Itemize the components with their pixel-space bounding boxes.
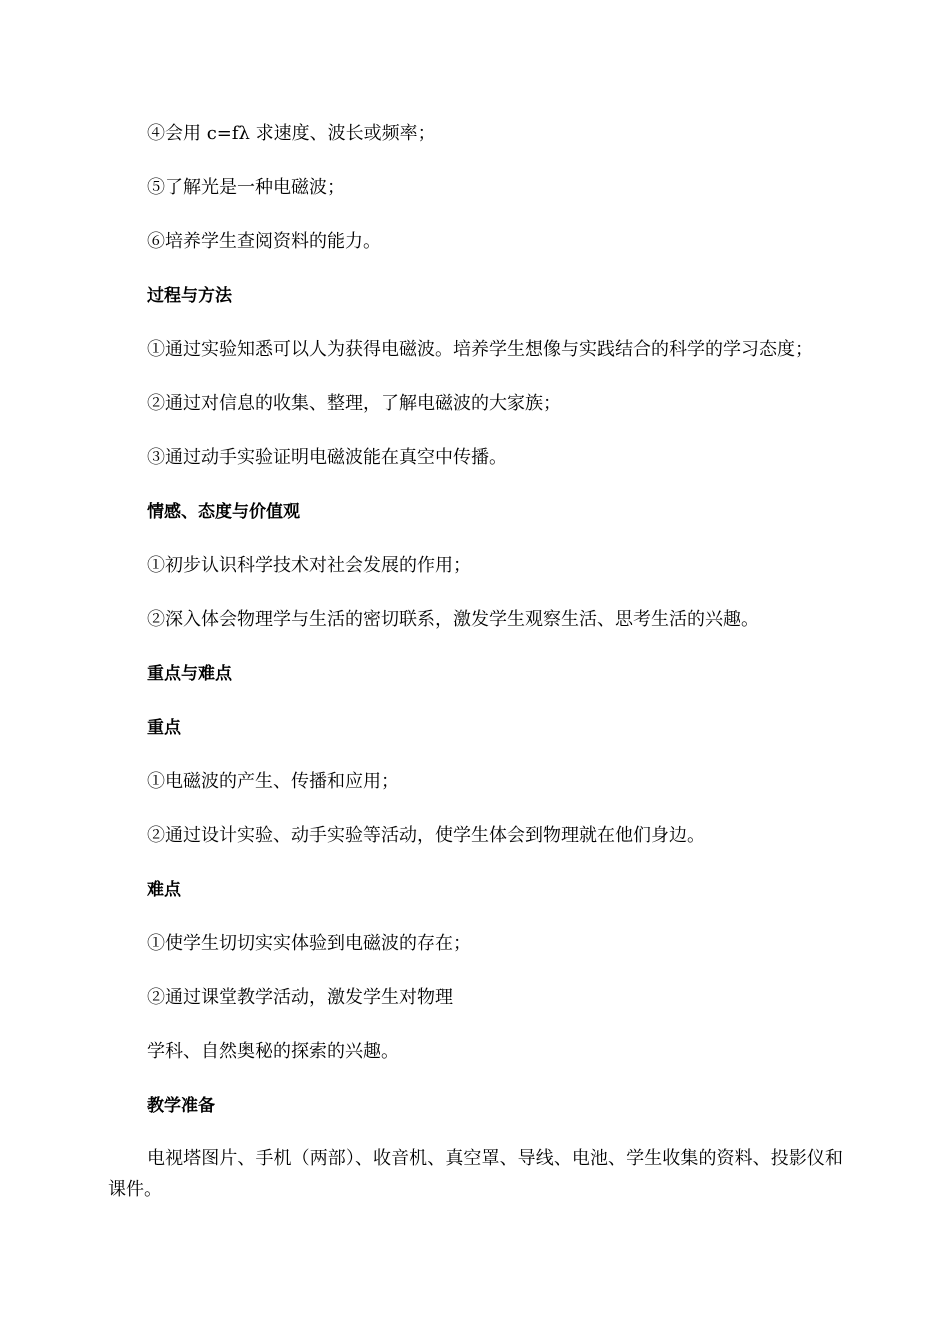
process-item-2: ②通过对信息的收集、整理，了解电磁波的大家族； (147, 393, 561, 414)
process-item-1: ①通过实验知悉可以人为获得电磁波。培养学生想像与实践结合的科学的学习态度； (147, 339, 813, 360)
emotion-item-2: ②深入体会物理学与生活的密切联系，激发学生观察生活、思考生活的兴趣。 (147, 609, 759, 630)
difficult-item-2: ②通过课堂教学活动，激发学生对物理 (147, 987, 453, 1008)
difficult-item-2-continued: 学科、自然奥秘的探索的兴趣。 (147, 1041, 399, 1062)
objective-item-6: ⑥培养学生查阅资料的能力。 (147, 231, 381, 252)
preparation-paragraph: 电视塔图片、手机（两部）、收音机、真空罩、导线、电池、学生收集的资料、投影仪和课件。 (108, 1148, 843, 1200)
subheading-key-points: 重点 (147, 718, 181, 738)
difficult-item-1: ①使学生切切实实体验到电磁波的存在； (147, 933, 471, 954)
key-item-2: ②通过设计实验、动手实验等活动，使学生体会到物理就在他们身边。 (147, 825, 705, 846)
section-heading-process-methods: 过程与方法 (147, 286, 232, 306)
objective-item-5: ⑤了解光是一种电磁波； (147, 177, 345, 198)
section-heading-emotion-values: 情感、态度与价值观 (147, 502, 300, 522)
subheading-difficult-points: 难点 (147, 880, 181, 900)
key-item-1: ①电磁波的产生、传播和应用； (147, 771, 399, 792)
process-item-3: ③通过动手实验证明电磁波能在真空中传播。 (147, 447, 507, 468)
emotion-item-1: ①初步认识科学技术对社会发展的作用； (147, 555, 471, 576)
section-heading-teaching-preparation: 教学准备 (147, 1096, 215, 1116)
objective-item-4: ④会用 c=fλ 求速度、波长或频率； (147, 123, 436, 144)
section-heading-key-difficult: 重点与难点 (147, 664, 232, 684)
